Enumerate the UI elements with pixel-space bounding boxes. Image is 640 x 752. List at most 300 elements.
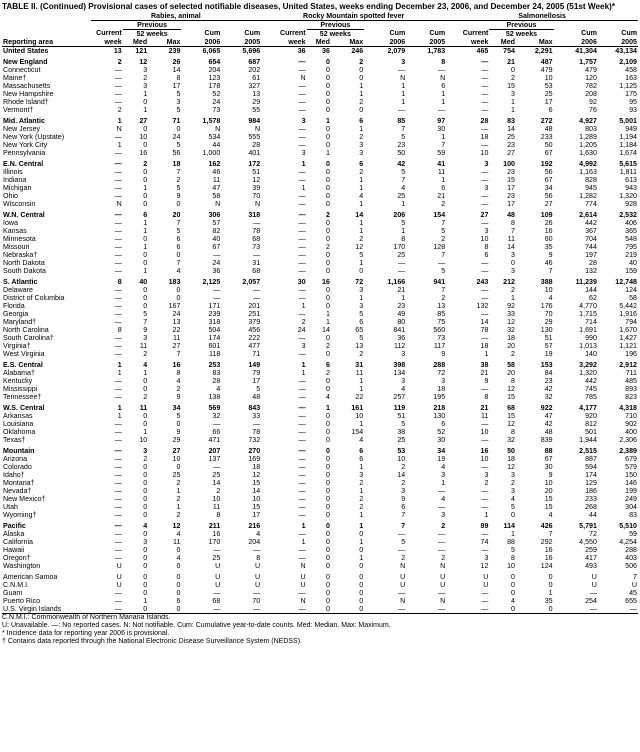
value-cell: 28 xyxy=(480,116,489,125)
value-cell: 1,630 xyxy=(579,148,597,157)
value-cell: 121 xyxy=(135,46,148,55)
value-cell: 16 xyxy=(172,360,181,369)
value-cell: 17 xyxy=(172,81,181,90)
value-cell: 1 xyxy=(548,588,553,597)
value-cell: 17 xyxy=(252,376,261,385)
value-cell: 20 xyxy=(507,341,515,350)
value-cell: 28 xyxy=(589,258,597,267)
med-label: Med xyxy=(489,38,516,47)
value-cell: 22 xyxy=(355,392,364,401)
reporting-area-cell: W.S. Central xyxy=(3,403,45,412)
value-cell: 0 xyxy=(143,553,148,562)
value-cell: — xyxy=(114,510,122,519)
value-cell: 7 xyxy=(143,317,148,326)
value-cell: 2,109 xyxy=(619,57,637,66)
value-cell: 2,614 xyxy=(579,210,597,219)
value-cell: — xyxy=(114,89,122,98)
value-cell: 0 xyxy=(176,580,181,589)
value-cell: 4 xyxy=(359,191,364,200)
value-cell: 0 xyxy=(325,454,330,463)
value-cell: 0 xyxy=(325,553,330,562)
value-cell: 3 xyxy=(143,333,148,342)
value-cell: 6 xyxy=(143,210,148,219)
value-cell: 59 xyxy=(629,529,637,538)
value-cell: — xyxy=(298,392,306,401)
reporting-area-cell: Montana† xyxy=(3,478,35,487)
value-cell: 4,927 xyxy=(579,116,597,125)
value-cell: 714 xyxy=(585,317,597,326)
value-cell: U xyxy=(300,580,306,589)
value-cell: 197 xyxy=(585,250,597,259)
value-cell: 943 xyxy=(625,183,637,192)
value-cell: 1 xyxy=(359,218,364,227)
value-cell: 3 xyxy=(359,470,364,479)
value-cell: 941 xyxy=(433,277,446,286)
value-cell: — xyxy=(298,411,306,420)
table-row xyxy=(2,275,638,286)
value-cell: N xyxy=(215,124,221,133)
value-cell: 1 xyxy=(359,226,364,235)
table-row xyxy=(2,570,638,581)
table-row xyxy=(2,562,638,570)
value-cell: 56 xyxy=(544,167,553,176)
value-cell: 4 xyxy=(401,183,406,192)
value-cell: 42 xyxy=(544,419,553,428)
value-cell: 6 xyxy=(441,183,446,192)
value-cell: 18 xyxy=(507,333,515,342)
value-cell: 42 xyxy=(544,384,553,393)
value-cell: N xyxy=(400,561,406,570)
value-cell: 27 xyxy=(544,199,553,208)
value-cell: — xyxy=(253,419,261,428)
value-cell: N xyxy=(300,561,306,570)
value-cell: 0 xyxy=(143,124,148,133)
value-cell: 6 xyxy=(441,81,446,90)
value-cell: — xyxy=(298,175,306,184)
value-cell: 71 xyxy=(172,116,181,125)
value-cell: — xyxy=(114,65,122,74)
value-cell: — xyxy=(298,486,306,495)
value-cell: 138 xyxy=(208,392,221,401)
value-cell: — xyxy=(298,478,306,487)
value-cell: 0 xyxy=(548,580,553,589)
value-cell: 1 xyxy=(359,384,364,393)
year-2006-label: 2006 xyxy=(364,38,406,47)
table-row xyxy=(2,157,638,168)
value-cell: 1 xyxy=(301,521,306,530)
reporting-area-cell: Arkansas xyxy=(3,411,33,420)
value-cell: 5 xyxy=(401,218,406,227)
value-cell: 20 xyxy=(172,210,181,219)
table-row xyxy=(2,420,638,428)
value-cell: 812 xyxy=(585,419,597,428)
value-cell: 14 xyxy=(507,242,515,251)
value-cell: 44 xyxy=(212,140,221,149)
value-cell: 206 xyxy=(393,210,406,219)
table-row xyxy=(2,519,638,530)
value-cell: 0 xyxy=(325,250,330,259)
table-row xyxy=(2,149,638,157)
value-cell: 11 xyxy=(355,368,364,377)
value-cell: — xyxy=(114,478,122,487)
value-cell: 0 xyxy=(176,124,181,133)
value-cell: 12 xyxy=(507,462,515,471)
value-cell: 118 xyxy=(208,349,221,358)
value-cell: N xyxy=(215,199,221,208)
value-cell: 7 xyxy=(511,226,515,235)
value-cell: 1 xyxy=(143,242,148,251)
value-cell: 0 xyxy=(325,572,330,581)
value-cell: 40 xyxy=(139,277,148,286)
value-cell: 7 xyxy=(633,572,637,581)
value-cell: 46 xyxy=(212,167,221,176)
value-cell: 0 xyxy=(325,218,330,227)
value-cell: 1,125 xyxy=(619,81,637,90)
value-cell: 5,791 xyxy=(579,521,597,530)
value-cell: U xyxy=(400,580,406,589)
value-cell: — xyxy=(114,234,122,243)
value-cell: — xyxy=(114,435,122,444)
value-cell: 59 xyxy=(437,148,446,157)
value-cell: 0 xyxy=(325,545,330,554)
value-cell: 52 xyxy=(437,427,446,436)
value-cell: 0 xyxy=(325,65,330,74)
value-cell: 3 xyxy=(484,470,489,479)
value-cell: — xyxy=(114,191,122,200)
value-cell: 1 xyxy=(143,218,148,227)
value-cell: — xyxy=(589,604,597,613)
value-cell: 153 xyxy=(540,360,553,369)
value-cell: 2,125 xyxy=(202,277,221,286)
value-cell: 1 xyxy=(484,510,489,519)
value-cell: 25 xyxy=(172,470,181,479)
value-cell: 2 xyxy=(359,502,364,511)
value-cell: — xyxy=(481,309,489,318)
value-cell: 6 xyxy=(359,454,364,463)
value-cell: 7 xyxy=(441,285,446,294)
max-label: Max xyxy=(516,38,554,47)
value-cell: 34 xyxy=(437,446,446,455)
value-cell: 1 xyxy=(359,199,364,208)
value-cell: 2 xyxy=(359,494,364,503)
value-cell: — xyxy=(481,494,489,503)
reporting-area-cell: New Jersey xyxy=(3,124,41,133)
reporting-area-cell: E.S. Central xyxy=(3,360,43,369)
value-cell: 196 xyxy=(625,349,637,358)
value-cell: 28 xyxy=(252,140,261,149)
value-cell: 88 xyxy=(544,446,553,455)
table-row xyxy=(2,455,638,463)
value-cell: 365 xyxy=(625,226,637,235)
reporting-area-cell: Virginia† xyxy=(3,341,31,350)
value-cell: — xyxy=(114,486,122,495)
value-cell: U xyxy=(116,561,122,570)
value-cell: 3 xyxy=(401,486,406,495)
value-cell: U xyxy=(215,561,221,570)
table-row xyxy=(2,350,638,358)
table-row xyxy=(2,546,638,554)
value-cell: 11 xyxy=(481,411,489,420)
value-cell: 219 xyxy=(625,250,637,259)
value-cell: 0 xyxy=(325,510,330,519)
value-cell: 17 xyxy=(544,97,553,106)
table-row xyxy=(2,235,638,243)
value-cell: 1 xyxy=(441,478,446,487)
value-cell: 117 xyxy=(433,341,446,350)
value-cell: 6 xyxy=(325,360,330,369)
value-cell: 1 xyxy=(359,183,364,192)
value-cell: 89 xyxy=(480,521,489,530)
value-cell: — xyxy=(298,545,306,554)
reporting-area-cell: South Carolina† xyxy=(3,333,54,342)
value-cell: 154 xyxy=(351,427,364,436)
value-cell: 3 xyxy=(401,376,406,385)
value-cell: 2 xyxy=(143,392,148,401)
value-cell: 0 xyxy=(176,604,181,613)
value-cell: U xyxy=(591,572,597,581)
value-cell: U xyxy=(116,580,122,589)
value-cell: 0 xyxy=(325,175,330,184)
reporting-area-cell: Pennsylvania xyxy=(3,148,46,157)
value-cell: 2 xyxy=(359,132,364,141)
value-cell: 85 xyxy=(397,116,406,125)
value-cell: 13 xyxy=(172,317,181,326)
value-cell: 55 xyxy=(252,105,261,114)
value-cell: 442 xyxy=(585,218,597,227)
value-cell: — xyxy=(298,242,306,251)
value-cell: 19 xyxy=(437,454,446,463)
value-cell: 243 xyxy=(476,277,489,286)
value-cell: 711 xyxy=(625,368,637,377)
value-cell: 0 xyxy=(325,462,330,471)
value-cell: 0 xyxy=(176,462,181,471)
value-cell: 0 xyxy=(325,349,330,358)
value-cell: 82 xyxy=(212,226,221,235)
value-cell: 398 xyxy=(393,360,406,369)
value-cell: 2 xyxy=(511,73,515,82)
disease-table xyxy=(2,12,638,613)
value-cell: 233 xyxy=(585,494,597,503)
value-cell: 0 xyxy=(143,234,148,243)
value-cell: 288 xyxy=(433,360,446,369)
value-cell: — xyxy=(298,510,306,519)
value-cell: 2 xyxy=(359,167,364,176)
disease-header-rmsf: Rocky Mountain spotted fever xyxy=(261,12,446,21)
value-cell: 32 xyxy=(212,411,221,420)
value-cell: 4 xyxy=(511,596,515,605)
value-cell: 318 xyxy=(208,317,221,326)
value-cell: 0 xyxy=(325,604,330,613)
value-cell: 1 xyxy=(143,368,148,377)
value-cell: 2 xyxy=(325,210,330,219)
value-cell: — xyxy=(481,462,489,471)
value-cell: 704 xyxy=(585,234,597,243)
reporting-area-cell: Ohio xyxy=(3,191,18,200)
value-cell: 30 xyxy=(437,124,446,133)
value-cell: 162 xyxy=(208,159,221,168)
value-cell: 50 xyxy=(397,148,406,157)
value-cell: 1 xyxy=(325,403,330,412)
reporting-area-cell: Michigan xyxy=(3,183,32,192)
reporting-area-cell: Missouri xyxy=(3,242,30,251)
value-cell: 1 xyxy=(511,529,515,538)
value-cell: 15 xyxy=(507,175,515,184)
value-cell: 15 xyxy=(252,502,261,511)
table-row xyxy=(2,369,638,377)
value-cell: 2 xyxy=(176,510,181,519)
reporting-area-cell: West Virginia xyxy=(3,349,45,358)
value-cell: 0 xyxy=(143,293,148,302)
value-cell: 78 xyxy=(252,427,261,436)
cum-label: Cum xyxy=(429,29,446,38)
value-cell: 18 xyxy=(172,159,181,168)
value-cell: 403 xyxy=(625,553,637,562)
value-cell: — xyxy=(298,89,306,98)
value-cell: 0 xyxy=(143,175,148,184)
value-cell: 1,163 xyxy=(579,167,597,176)
value-cell: — xyxy=(114,384,122,393)
year-2005-label: 2005 xyxy=(598,38,638,47)
value-cell: 0 xyxy=(359,529,364,538)
value-cell: 0 xyxy=(325,285,330,294)
weeks-label: 52 weeks xyxy=(319,29,351,38)
value-cell: 1 xyxy=(301,183,306,192)
value-cell: 0 xyxy=(143,494,148,503)
value-cell: 16 xyxy=(212,529,221,538)
value-cell: 6 xyxy=(548,105,553,114)
value-cell: 5 xyxy=(401,419,406,428)
table-row xyxy=(2,444,638,455)
value-cell: 0 xyxy=(359,596,364,605)
value-cell: 579 xyxy=(625,462,637,471)
value-cell: 32 xyxy=(507,325,515,334)
value-cell: — xyxy=(438,604,446,613)
value-cell: 24 xyxy=(212,258,221,267)
value-cell: 128 xyxy=(433,242,446,251)
value-cell: — xyxy=(481,588,489,597)
value-cell: — xyxy=(114,392,122,401)
reporting-area-cell: Washington xyxy=(3,561,41,570)
table-row xyxy=(2,342,638,350)
value-cell: — xyxy=(253,285,261,294)
value-cell: 10 xyxy=(480,234,489,243)
reporting-area-cell: Minnesota xyxy=(3,234,36,243)
value-cell: 367 xyxy=(585,226,597,235)
table-row xyxy=(2,334,638,342)
value-cell: 15 xyxy=(544,502,553,511)
value-cell: 35 xyxy=(544,242,553,251)
value-cell: 2 xyxy=(441,521,446,530)
value-cell: 18 xyxy=(480,132,489,141)
value-cell: — xyxy=(114,73,122,82)
value-cell: U xyxy=(591,580,597,589)
value-cell: 93 xyxy=(629,105,637,114)
value-cell: — xyxy=(438,105,446,114)
footnotes xyxy=(2,613,638,647)
value-cell: — xyxy=(298,191,306,200)
value-cell: — xyxy=(298,266,306,275)
value-cell: 1 xyxy=(359,553,364,562)
value-cell: U xyxy=(255,580,261,589)
value-cell: 949 xyxy=(625,124,637,133)
table-row xyxy=(2,66,638,74)
value-cell: 172 xyxy=(248,159,261,168)
value-cell: 1 xyxy=(325,317,330,326)
value-cell: 1 xyxy=(441,132,446,141)
value-cell: — xyxy=(481,167,489,176)
value-cell: 68 xyxy=(507,403,515,412)
value-cell: 922 xyxy=(540,403,553,412)
value-cell: 1 xyxy=(117,140,122,149)
value-cell: 0 xyxy=(143,588,148,597)
value-cell: 2 xyxy=(511,285,515,294)
value-cell: 92 xyxy=(589,97,597,106)
value-cell: 0 xyxy=(511,510,515,519)
value-cell: — xyxy=(114,454,122,463)
value-cell: 5,615 xyxy=(619,159,637,168)
value-cell: 79 xyxy=(252,368,261,377)
value-cell: 0 xyxy=(143,285,148,294)
value-cell: 1,289 xyxy=(579,132,597,141)
value-cell: 254 xyxy=(585,596,597,605)
value-cell: 16 xyxy=(139,148,148,157)
table-row xyxy=(2,377,638,385)
value-cell: 0 xyxy=(325,140,330,149)
value-cell: 0 xyxy=(325,502,330,511)
value-cell: 27 xyxy=(480,210,489,219)
value-cell: — xyxy=(213,285,221,294)
value-cell: — xyxy=(298,435,306,444)
value-cell: 207 xyxy=(208,446,221,455)
value-cell: 21 xyxy=(480,403,489,412)
value-cell: — xyxy=(398,266,406,275)
value-cell: 5 xyxy=(359,250,364,259)
value-cell: 1 xyxy=(401,293,406,302)
value-cell: 1 xyxy=(359,419,364,428)
value-cell: 8 xyxy=(484,242,489,251)
value-cell: 239 xyxy=(168,46,181,55)
value-cell: 11 xyxy=(212,502,221,511)
table-row xyxy=(2,605,638,613)
value-cell: 594 xyxy=(585,462,597,471)
value-cell: 2 xyxy=(143,454,148,463)
value-cell: 21 xyxy=(397,285,406,294)
value-cell: U xyxy=(255,572,261,581)
value-cell: 71 xyxy=(252,349,261,358)
value-cell: 27 xyxy=(139,116,148,125)
value-cell: 23 xyxy=(507,140,515,149)
value-cell: 85 xyxy=(437,309,446,318)
value-cell: 67 xyxy=(544,454,553,463)
value-cell: 11 xyxy=(437,167,446,176)
value-cell: N xyxy=(116,124,122,133)
value-cell: 2 xyxy=(216,486,221,495)
value-cell: — xyxy=(481,293,489,302)
table-row xyxy=(2,90,638,98)
value-cell: 4 xyxy=(359,435,364,444)
value-cell: 34 xyxy=(172,403,181,412)
value-cell: 171 xyxy=(208,301,221,310)
value-cell: 146 xyxy=(625,478,637,487)
value-cell: 53 xyxy=(397,446,406,455)
value-cell: — xyxy=(298,462,306,471)
value-cell: 803 xyxy=(585,124,597,133)
value-cell: 7 xyxy=(176,258,181,267)
value-cell: 120 xyxy=(585,73,597,82)
value-cell: 253 xyxy=(208,360,221,369)
value-cell: 20 xyxy=(544,486,553,495)
value-cell: 2 xyxy=(401,478,406,487)
